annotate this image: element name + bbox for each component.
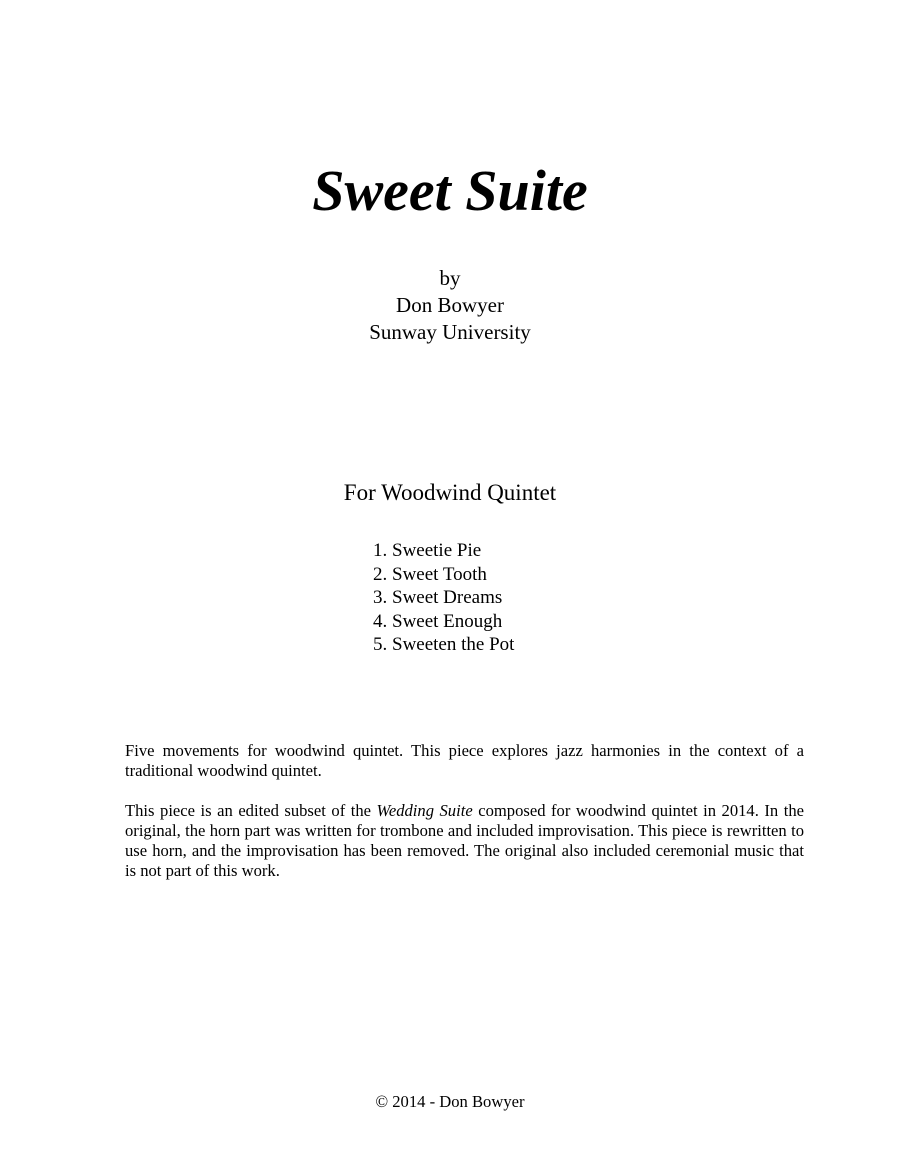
movement-item: [373, 539, 514, 563]
author-affiliation: Sunway University: [369, 320, 531, 344]
movement-item: [373, 610, 514, 634]
movement-number: 2.: [373, 563, 388, 585]
movement-name: Sweet Enough: [392, 610, 503, 632]
byline: [0, 265, 900, 346]
movement-list: [373, 539, 514, 657]
description-paragraph-1: Five movements for woodwind quintet. This piece explores jazz harmonies in the context of a traditional woodwind quintet.: [125, 741, 804, 780]
movement-item: [373, 563, 514, 587]
byline-by: by: [439, 266, 461, 290]
page-title: Sweet Suite: [312, 158, 588, 223]
movement-name: Sweet Dreams: [392, 587, 503, 609]
movement-number: 3.: [373, 587, 388, 609]
movement-item: [373, 633, 514, 657]
movement-name: Sweetie Pie: [392, 540, 482, 561]
instrumentation: For Woodwind Quintet: [343, 480, 557, 505]
movement-name: Sweeten the Pot: [392, 634, 515, 656]
paragraph-2-text-start: This piece is an edited subset of the: [125, 801, 377, 820]
description-paragraph-2: [125, 801, 804, 881]
work-title-italic: Wedding Suite: [376, 801, 473, 820]
copyright-footer: © 2014 - Don Bowyer: [375, 1092, 525, 1111]
paragraph-2-text-end: composed for woodwind quintet in 2014. In the original, the horn part was written for trombone and included improvisation. This piece is rewritten to use horn, and the improvisation has been removed. The original also included ceremonial music that is not part of this work.: [125, 801, 804, 880]
movement-number: 5.: [373, 634, 388, 656]
movement-number: 4.: [373, 610, 388, 632]
movement-item: [373, 586, 514, 610]
movement-name: Sweet Tooth: [392, 563, 487, 585]
movement-number: 1.: [373, 540, 388, 561]
author-name: Don Bowyer: [396, 293, 504, 317]
